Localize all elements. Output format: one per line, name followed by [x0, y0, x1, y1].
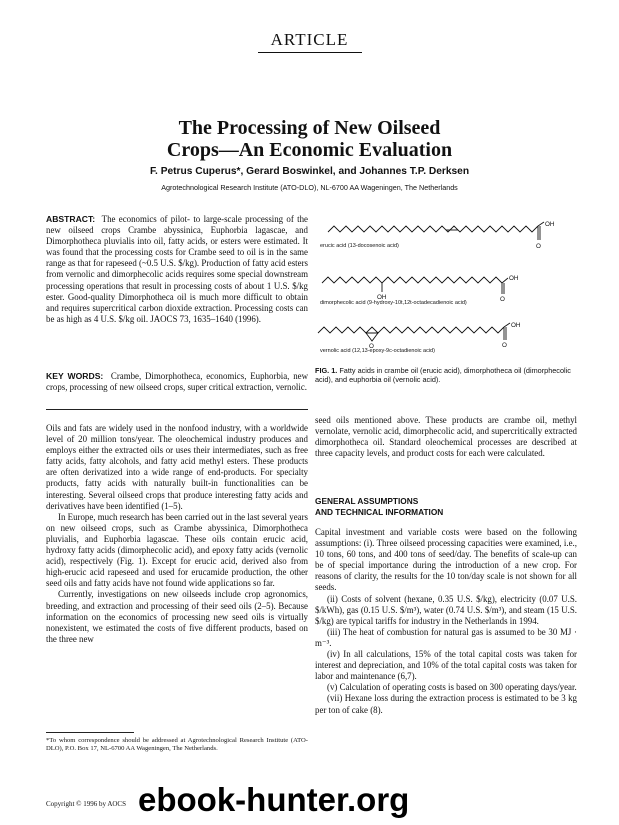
abstract-text: The economics of pilot- to large-scale processing of the new oilseed crops Crambe abyssinica, Euphorbia lagascae, and Dimorphotheca pluvialis into oil, fatty acids, or esters were estimated. It was found that the processing costs for Crambe seed to oil is in the same range as that for rapeseed (~0.5 U.S. $/kg). Production of fatty acid esters from vernolic and dimorphecolic acids requires some special downstream processing operations that result in processing costs of about 1 U.S. $/kg ester. Good-quality Dimorphotheca oil is much more difficult to obtain and requires supercritical carbon dioxide extraction. Processing costs can be as high as 4 U.S. $/kg oil. — [46, 214, 308, 324]
body-paragraph: seed oils mentioned above. These products are crambe oil, methyl vernolate, vernolic acid, dimorphecolic acid, and supercritically extracted dimorphotheca oil. Standard oleochemical processes are described at three capacity levels, and product costs for each were calculated. — [315, 415, 577, 459]
dimorphecolic-chain — [322, 277, 502, 283]
body-paragraph: Capital investment and variable costs were based on the following assumptions: (i). Three oilseed processing capacities were examined, i.e., 10 tons, 60 tons, and 400 tons of seed/day. The benefits of scale-up can be of special importance during the introduction of a new crop. For reasons of clarity, the results for the 10 ton/day scale is not shown for all seeds. — [315, 527, 577, 593]
body-paragraph: (iii) The heat of combustion for natural gas is assumed to be 30 MJ · m⁻³. — [315, 626, 577, 648]
title-line-2: Crops—An Economic Evaluation — [166, 139, 453, 161]
section-label: ARTICLE — [270, 30, 349, 49]
dimorphecolic-hydroxy-label: OH — [377, 294, 387, 301]
figure-caption-label: FIG. 1. — [315, 366, 338, 375]
footnote-rule — [46, 732, 134, 733]
body-column-left — [46, 423, 308, 645]
section-heading-line-2: AND TECHNICAL INFORMATION — [315, 506, 444, 517]
abstract-label: ABSTRACT: — [46, 214, 96, 224]
abstract-rule — [46, 409, 308, 410]
body-paragraph: (iv) In all calculations, 15% of the total capital costs was taken for interest and depreciation, and 10% of the total capital costs was taken for labor and maintenance (6,7). — [315, 649, 577, 682]
section-heading-line-1: GENERAL ASSUMPTIONS — [315, 496, 419, 506]
erucic-oh-label: OH — [545, 221, 555, 228]
body-paragraph: (ii) Costs of solvent (hexane, 0.35 U.S. $/kg), electricity (0.07 U.S. $/kWh), gas (0.15 U.S. $/m³), water (0.74 U.S. $/m³), and steam (15 U.S. $/kg) are typical tariffs for industry in the Netherlands in 1994. — [315, 593, 577, 626]
vernolic-oh-label: OH — [511, 322, 521, 329]
vernolic-o-label: O — [502, 342, 507, 349]
figure-structures — [0, 0, 619, 370]
erucic-o-label: O — [536, 243, 541, 250]
molecule-label: vernolic acid (12,13-epoxy-9c-octadienoic acid) — [320, 348, 435, 354]
body-paragraph: Currently, investigations on new oilseeds include crop agronomics, breeding, and extraction and processing of their seed oils (2–5). Because information on the economics of processing new seed oils is virtually nonexistent, we estimated the costs of five different products, based on the three new — [46, 589, 308, 644]
keywords-text: Crambe, Dimorphotheca, economics, Euphorbia, new crops, processing of new oilseed crops, super critical extraction, vernolic. — [46, 371, 308, 393]
figure-caption-text: Fatty acids in crambe oil (erucic acid), dimorphotheca oil (dimorphecolic acid), and euphorbia oil (vernolic acid). — [315, 366, 571, 385]
affiliation: Agrotechnological Research Institute (ATO-DLO), NL-6700 AA Wageningen, The Netherlands — [161, 183, 458, 192]
title-line-1: The Processing of New Oilseed — [178, 117, 441, 139]
watermark: ebook-hunter.org — [138, 781, 410, 818]
dimorphecolic-o-label: O — [500, 296, 505, 303]
keywords — [46, 371, 308, 393]
dimorphecolic-oh-label: OH — [509, 275, 519, 282]
footnote: *To whom correspondence should be addressed at Agrotechnological Research Institute (ATO-DLO), P.O. Box 17, NL-6700 AA Wageningen, The Netherlands. — [46, 737, 308, 753]
molecule-label: erucic acid (13-docosenoic acid) — [320, 243, 399, 249]
keywords-label: KEY WORDS: — [46, 371, 104, 381]
epoxide-ring — [366, 333, 378, 341]
vernolic-epoxide-o-label: O — [369, 343, 374, 350]
figure-caption — [315, 366, 577, 385]
body-column-right — [315, 415, 577, 459]
body-paragraph: Oils and fats are widely used in the nonfood industry, with a worldwide level of 20 million tons/year. The oleochemical industry produces and employs either the extracted oils or uses their intermediates, such as free fatty acids, fatty alcohols, and fatty acid methyl esters. These products are often derivatized into a wide range of end-products. For specialty products, fatty acids with naturally built-in functionalities can be interesting. Several oilseed crops that produce interesting fatty acids and derivatives have been identified (1–5). — [46, 423, 308, 511]
assumptions-text — [315, 527, 577, 716]
copyright-notice: Copyright © 1996 by AOCS — [46, 800, 126, 808]
vernolic-chain — [318, 327, 504, 333]
body-paragraph: In Europe, much research has been carried out in the last several years on new oilseed crops, such as Crambe abyssinica, Dimorphotheca pluvialis, and Euphorbia lagascae. These oils contain erucic acid, hydroxy fatty acids (dimorphecolic acid), and epoxy fatty acids (vernolic acid), respectively (Fig. 1). Except for erucic acid, derived also from high-erucic acid rapeseed and used for erucamide production, the other seed oils and fatty acids have not found wide applications so far. — [46, 511, 308, 589]
author-list: F. Petrus Cuperus*, Gerard Boswinkel, and Johannes T.P. Derksen — [149, 166, 470, 177]
body-paragraph: (v) Calculation of operating costs is based on 300 operating days/year. — [327, 682, 577, 693]
abstract-citation: JAOCS 73, 1635–1640 (1996). — [150, 313, 261, 324]
body-paragraph: (vii) Hexane loss during the extraction process is estimated to be 3 kg per ton of cake (8). — [315, 693, 577, 715]
erucic-chain — [328, 226, 538, 232]
section-heading — [315, 496, 577, 517]
molecule-label: dimorphecolic acid (9-hydroxy-10t,12t-octadecadienoic acid) — [320, 300, 467, 306]
